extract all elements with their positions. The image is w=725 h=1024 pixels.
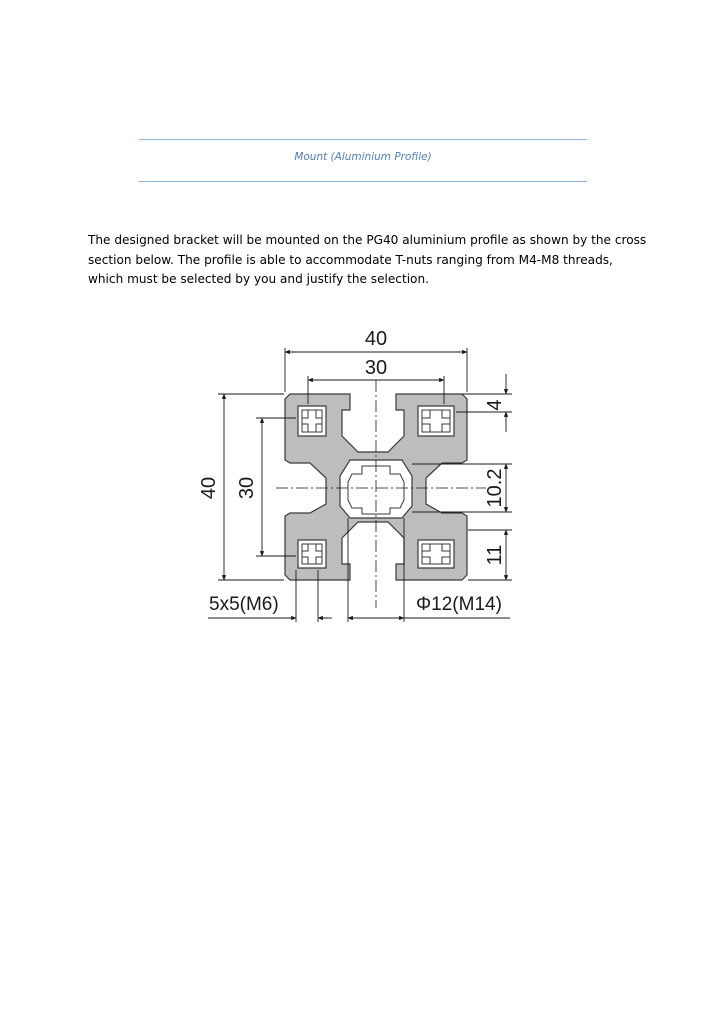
- dim-inner-height: 30: [236, 476, 258, 500]
- dim-slot-size: 5x5(M6): [209, 594, 279, 615]
- paragraph-line: which must be selected by you and justify the selection.: [88, 272, 429, 286]
- dim-bore-diameter: Φ12(M14): [416, 594, 502, 615]
- heading-rule-bottom: [139, 181, 587, 182]
- dim-center-bore: 10.2: [484, 468, 506, 508]
- profile-drawing: [190, 318, 530, 628]
- dim-slot-offset: 11: [484, 544, 506, 566]
- body-paragraph: [88, 231, 648, 290]
- paragraph-line: section below. The profile is able to accommodate T-nuts ranging from M4-M8 threads,: [88, 252, 613, 267]
- dim-inner-width: 30: [364, 357, 388, 379]
- paragraph-line: The designed bracket will be mounted on the PG40 aluminium profile as shown by the cross: [88, 233, 647, 247]
- profile-cross-section-figure: [190, 318, 530, 628]
- heading-rule-top: [139, 139, 587, 140]
- section-heading: Mount (Aluminium Profile): [294, 151, 432, 163]
- dim-outer-height: 40: [198, 476, 220, 500]
- dim-slot-depth: 4: [484, 399, 506, 411]
- dim-outer-width: 40: [364, 328, 388, 350]
